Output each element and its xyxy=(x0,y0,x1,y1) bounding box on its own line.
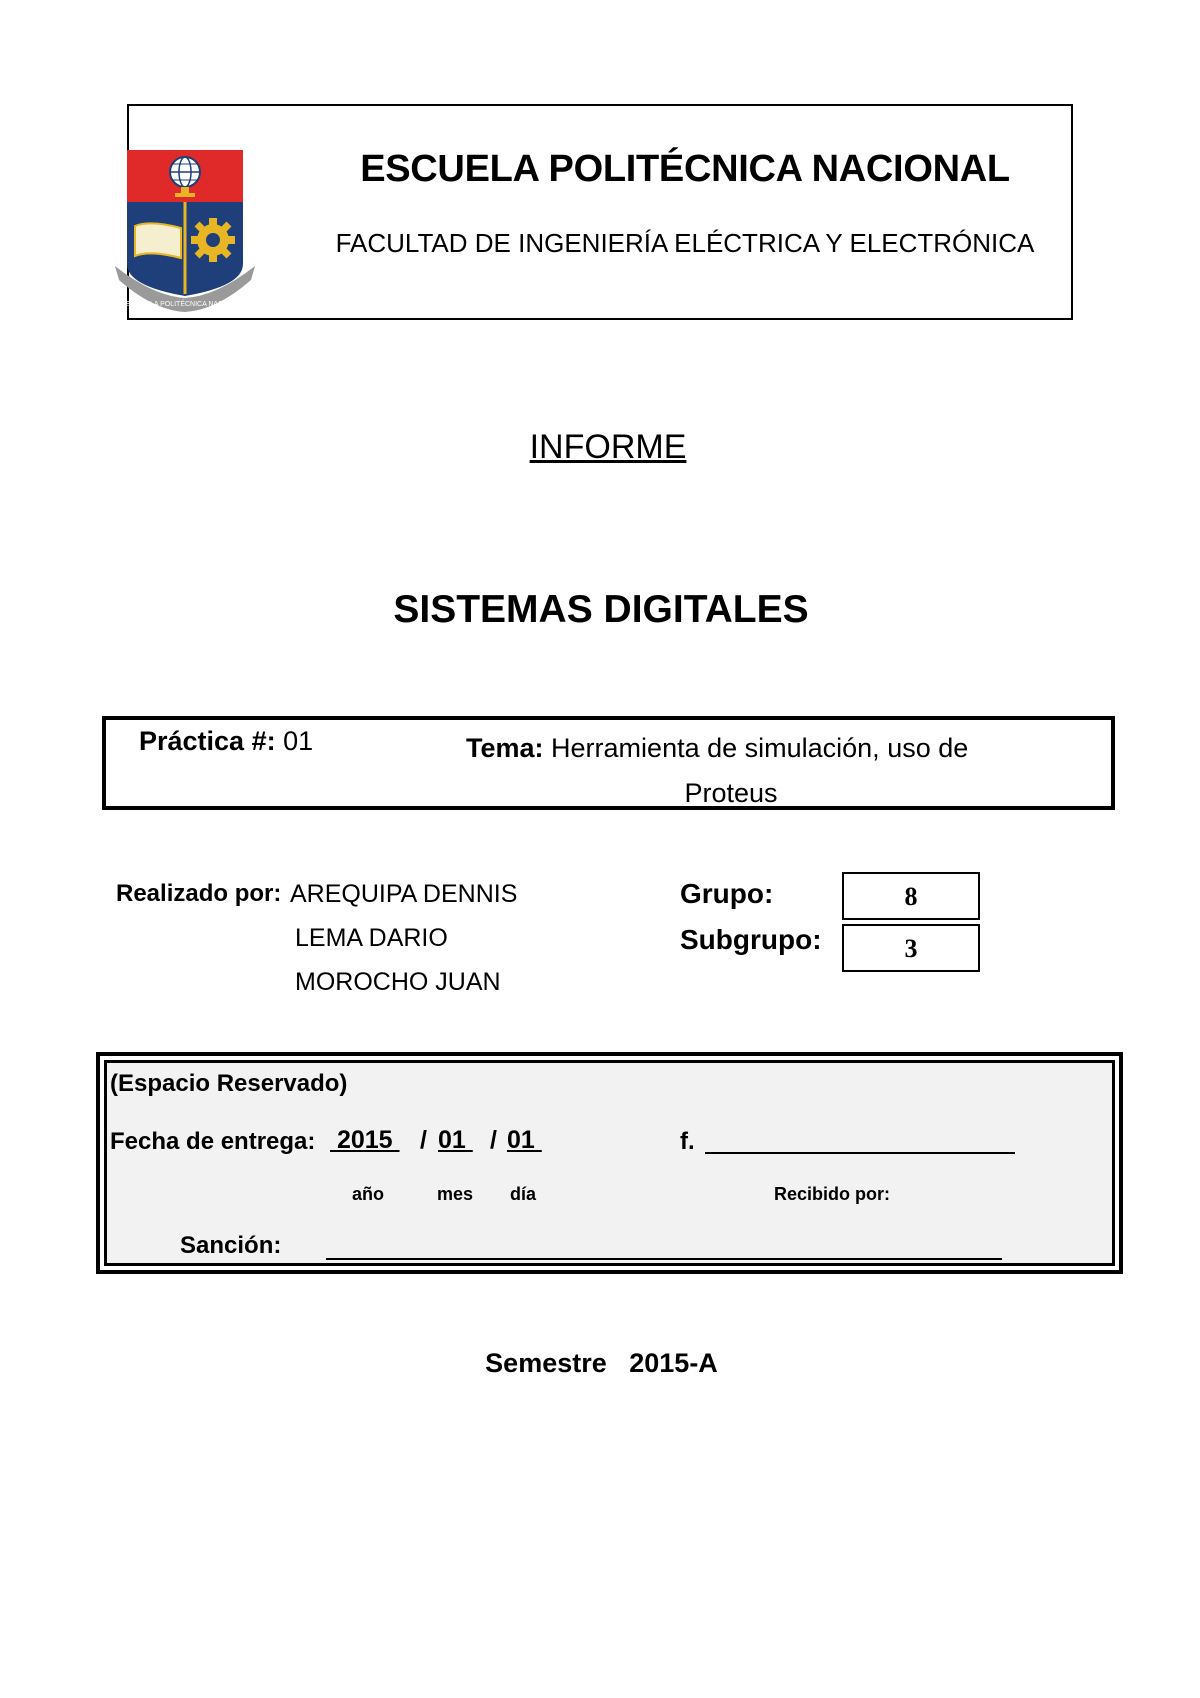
authors-label: Realizado por: xyxy=(116,880,282,907)
practice-field xyxy=(139,726,313,757)
signature-line xyxy=(705,1152,1015,1154)
semester: Semestre 2015-A xyxy=(485,1348,718,1378)
university-logo xyxy=(113,146,257,314)
author-name: AREQUIPA DENNIS xyxy=(290,880,518,908)
month-caption: mes xyxy=(437,1184,474,1204)
date-separator: / xyxy=(490,1126,497,1154)
topic-line-2: Proteus xyxy=(684,778,778,808)
year-caption: año xyxy=(352,1184,385,1204)
school-name: ESCUELA POLITÉCNICA NACIONAL xyxy=(360,148,1010,190)
delivery-date-label: Fecha de entrega: xyxy=(110,1128,316,1155)
practice-label: Práctica #: xyxy=(139,726,276,756)
author-name: LEMA DARIO xyxy=(295,924,448,952)
subject-title: SISTEMAS DIGITALES xyxy=(393,588,809,631)
header-box xyxy=(127,104,1073,320)
delivery-day: 01 xyxy=(507,1126,542,1154)
document-type: INFORME xyxy=(529,428,687,466)
group-value: 8 xyxy=(842,872,980,920)
topic-label: Tema: xyxy=(466,733,544,763)
subgroup-value: 3 xyxy=(842,924,980,972)
delivery-month: 01 xyxy=(438,1126,473,1154)
subgroup-label: Subgrupo: xyxy=(680,924,822,955)
delivery-year: 2015 xyxy=(330,1126,400,1154)
practice-number: 01 xyxy=(283,726,314,756)
date-separator: / xyxy=(420,1126,427,1154)
sanction-line xyxy=(326,1258,1002,1260)
faculty-name: FACULTAD DE INGENIERÍA ELÉCTRICA Y ELECTRÓNICA xyxy=(335,228,1035,258)
received-by-caption: Recibido por: xyxy=(774,1184,890,1204)
reserved-title: (Espacio Reservado) xyxy=(110,1070,348,1097)
topic-field xyxy=(466,726,1026,816)
sanction-label: Sanción: xyxy=(180,1232,282,1259)
group-label: Grupo: xyxy=(680,878,774,909)
author-name: MOROCHO JUAN xyxy=(295,968,501,996)
logo-motto: ESCUELA POLITÉCNICA NACIONAL xyxy=(125,301,245,308)
topic-line-1: Herramienta de simulación, uso de xyxy=(551,733,969,763)
signature-label: f. xyxy=(680,1128,695,1155)
day-caption: día xyxy=(510,1184,537,1204)
